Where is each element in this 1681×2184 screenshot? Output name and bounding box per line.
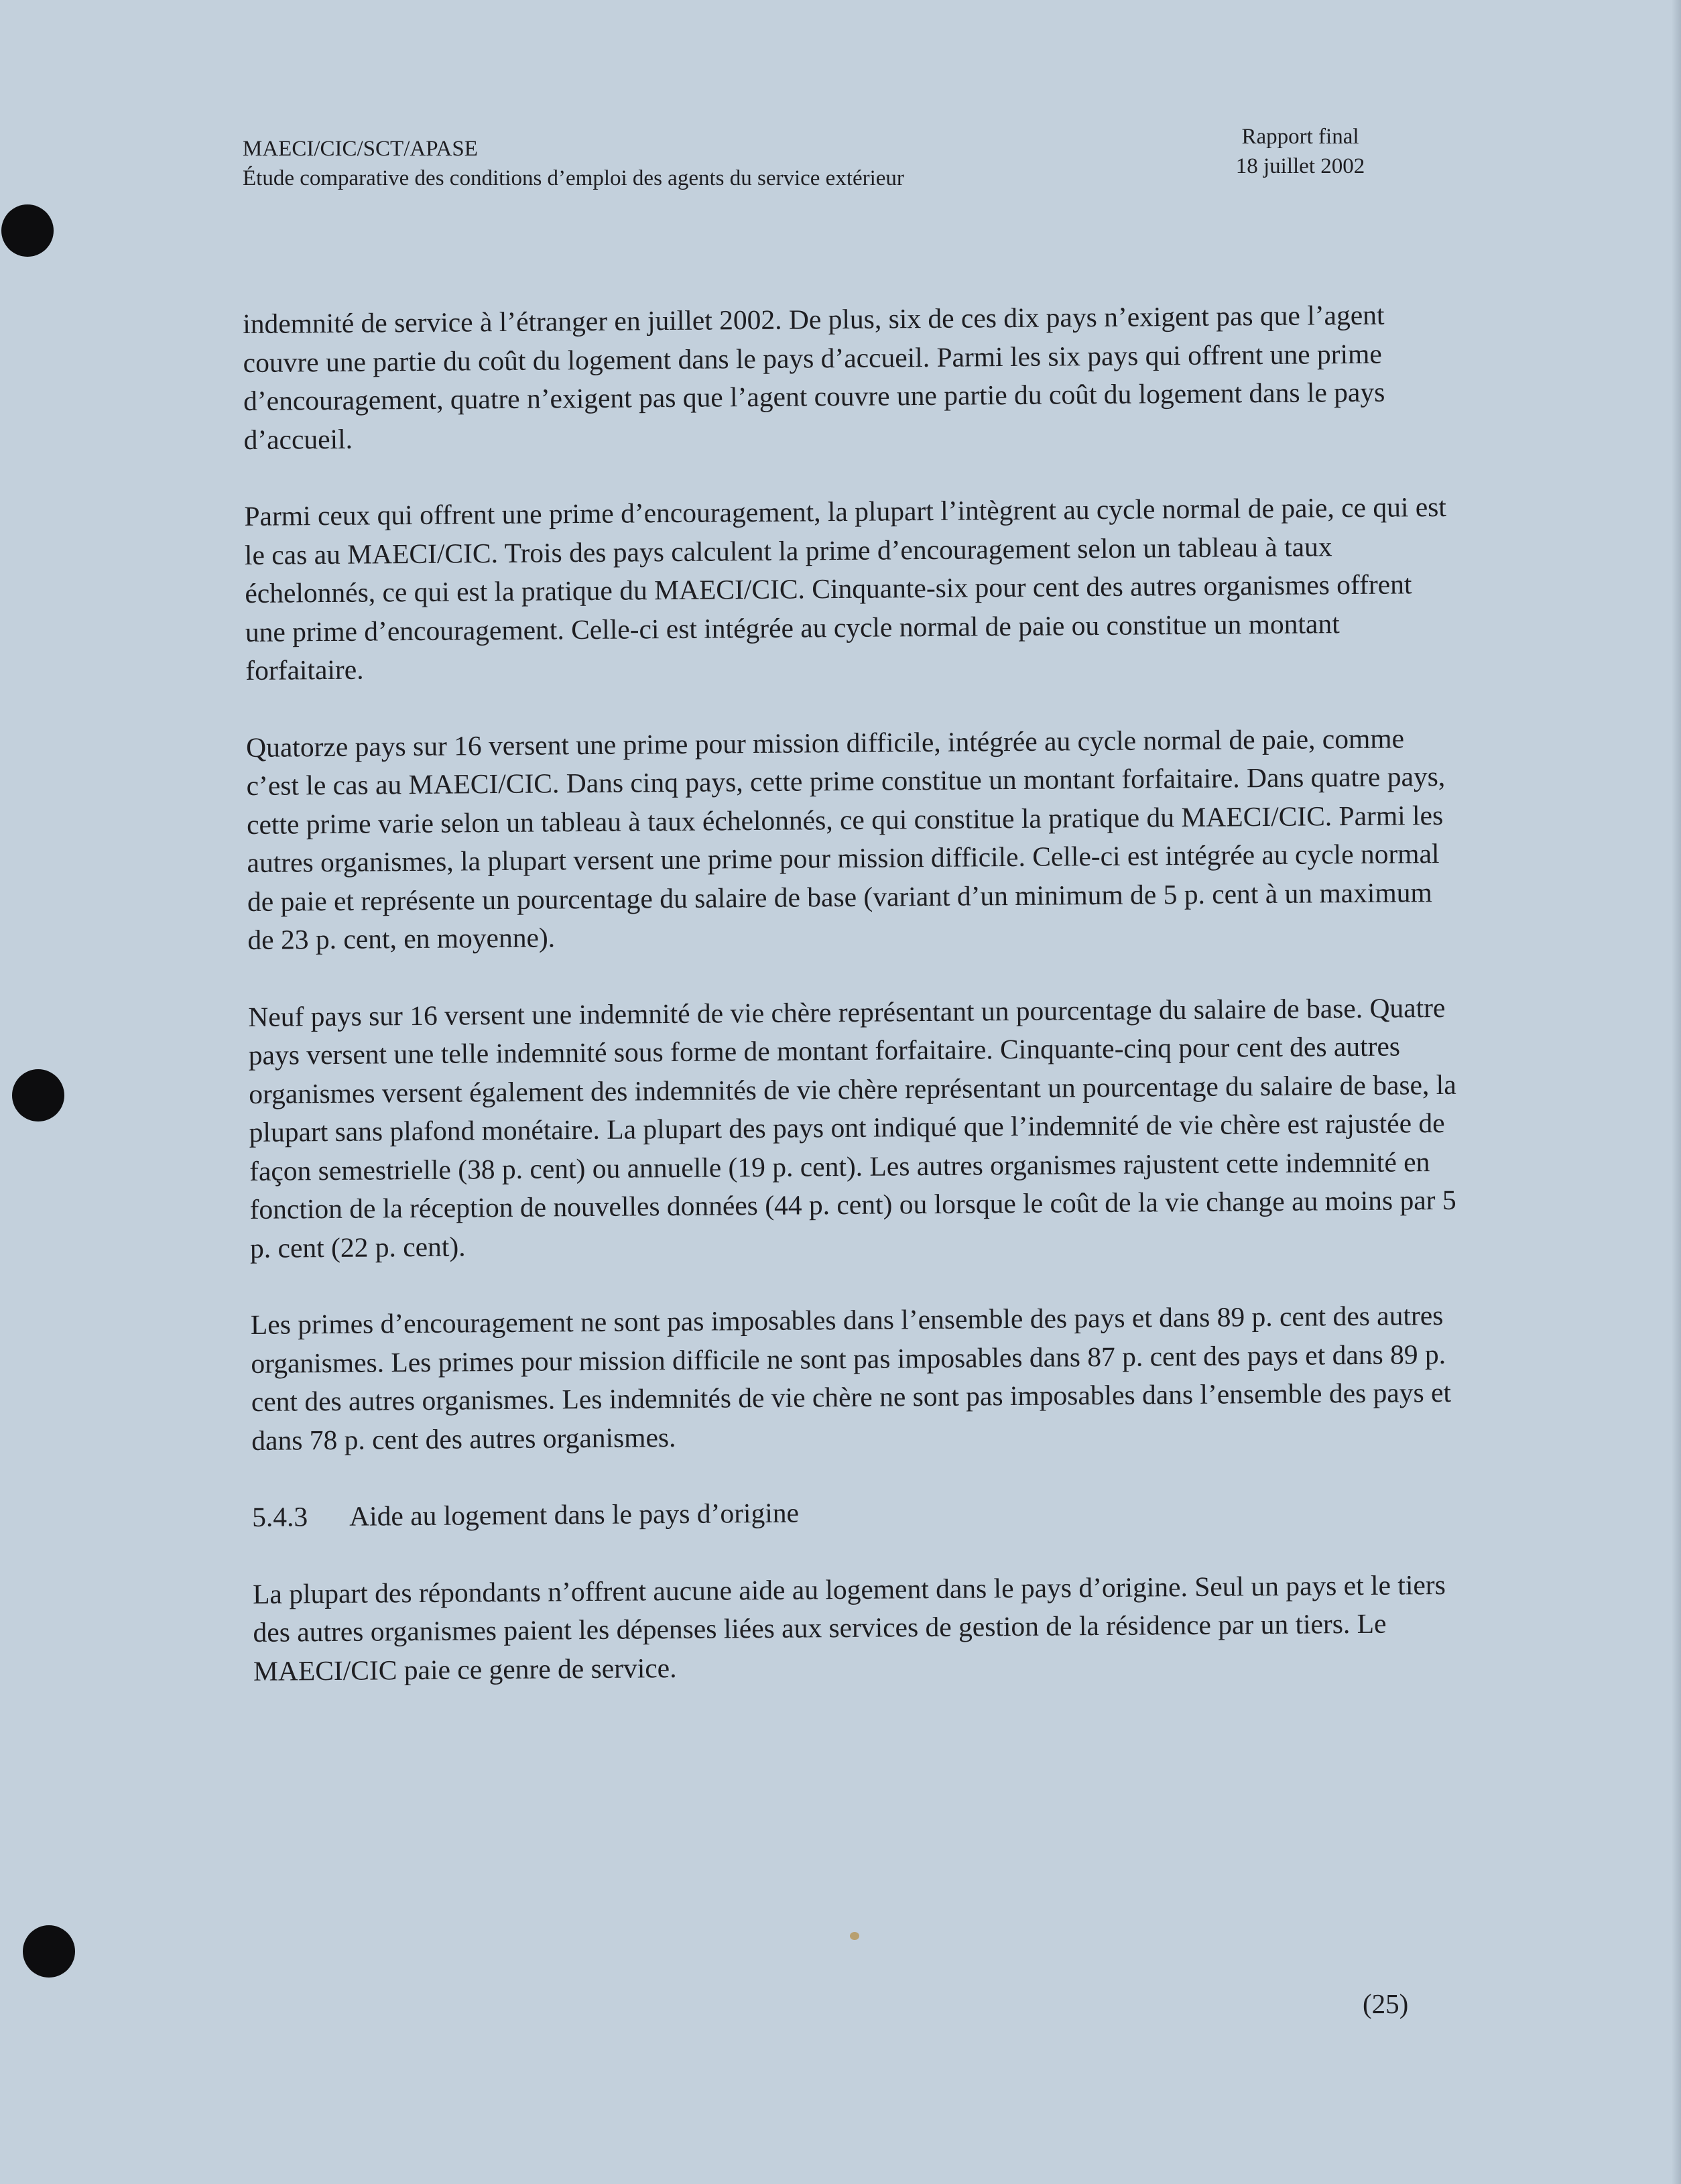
- paragraph-cost-of-living: Neuf pays sur 16 versent une indemnité de vie chère représentant un pourcentage du salaire de base. Quatre pays versent une telle indemnité sous forme de montant forfaitaire. Cinquante-cinq pour cent des autres organismes versent également des indemnités de vie chère représentant un pourcentage du salaire de base, la plupart sans plafond monétaire. La plupart des pays ont indiqué que l’indemnité de vie chère est rajustée de façon semestrielle (38 p. cent) ou annuelle (19 p. cent). Les autres organismes rajustent cette indemnité en fonction de la réception de nouvelles données (44 p. cent) ou lorsque le coût de la vie change au moins par 5 p. cent (22 p. cent).: [248, 991, 1456, 1264]
- page-number: (25): [1363, 1988, 1409, 2019]
- header-study-title: Étude comparative des conditions d’emploi des agents du service extérieur: [243, 166, 904, 190]
- page-edge-shadow: [1672, 0, 1681, 2184]
- punch-hole-middle: [12, 1069, 64, 1121]
- paragraph-taxability: Les primes d’encouragement ne sont pas imposables dans l’ensemble des pays et dans 89 p. cent des autres organismes. Les primes pour mission difficile ne sont pas imposables dans 87 p. cent des pays et dans 89 p. cent des autres organismes. Les indemnités de vie chère ne sont pas imposables dans l’ensemble des pays et dans 78 p. cent des autres organismes.: [250, 1299, 1452, 1456]
- section-number: 5.4.3: [252, 1501, 308, 1532]
- header-left: [243, 134, 1114, 193]
- section-title: Aide au logement dans le pays d’origine: [349, 1497, 800, 1532]
- paragraph-incentive-premium: Parmi ceux qui offrent une prime d’encouragement, la plupart l’intègrent au cycle normal de paie, ce qui est le cas au MAECI/CIC. Trois des pays calculent la prime d’encouragement selon un tableau à taux échelonnés, ce qui est la pratique du MAECI/CIC. Cinquante-six pour cent des autres organismes offrent une prime d’encouragement. Celle-ci est intégrée au cycle normal de paie ou constitue un montant forfaitaire.: [244, 491, 1447, 686]
- paragraph-home-country-housing: La plupart des répondants n’offrent aucune aide au logement dans le pays d’origine. Seul un pays et le tiers des autres organismes paient les dépenses liées aux services de gestion de la résidence par un tiers. Le MAECI/CIC paie ce genre de service.: [252, 1569, 1446, 1687]
- section-heading: [252, 1489, 1465, 1537]
- header-right: [1186, 122, 1414, 181]
- paragraph-hardship-premium: Quatorze pays sur 16 versent une prime pour mission difficile, intégrée au cycle normal de paie, comme c’est le cas au MAECI/CIC. Dans cinq pays, cette prime constitue un montant forfaitaire. Dans quatre pays, cette prime varie selon un tableau à taux échelonnés, ce qui constitue la pratique du MAECI/CIC. Parmi les autres organismes, la plupart versent une prime pour mission difficile. Celle-ci est intégrée au cycle normal de paie et représente un pourcentage du salaire de base (variant d’un minimum de 5 p. cent à un maximum de 23 p. cent, en moyenne).: [245, 722, 1446, 955]
- header-organizations: MAECI/CIC/SCT/APASE: [243, 137, 478, 161]
- paper-speck: [850, 1932, 859, 1940]
- header-report-date: 18 juillet 2002: [1235, 154, 1365, 178]
- paragraph-housing-host-country: indemnité de service à l’étranger en juillet 2002. De plus, six de ces dix pays n’exigent pas que l’agent couvre une partie du coût du logement dans le pays d’accueil. Parmi les six pays qui offrent une prime d’encouragement, quatre n’exigent pas que l’agent couvre une partie du coût du logement dans le pays d’accueil.: [243, 299, 1385, 455]
- document-body: [243, 296, 1467, 1729]
- punch-hole-top: [1, 204, 54, 257]
- header-report-type: Rapport final: [1241, 125, 1359, 149]
- punch-hole-bottom: [23, 1925, 75, 1978]
